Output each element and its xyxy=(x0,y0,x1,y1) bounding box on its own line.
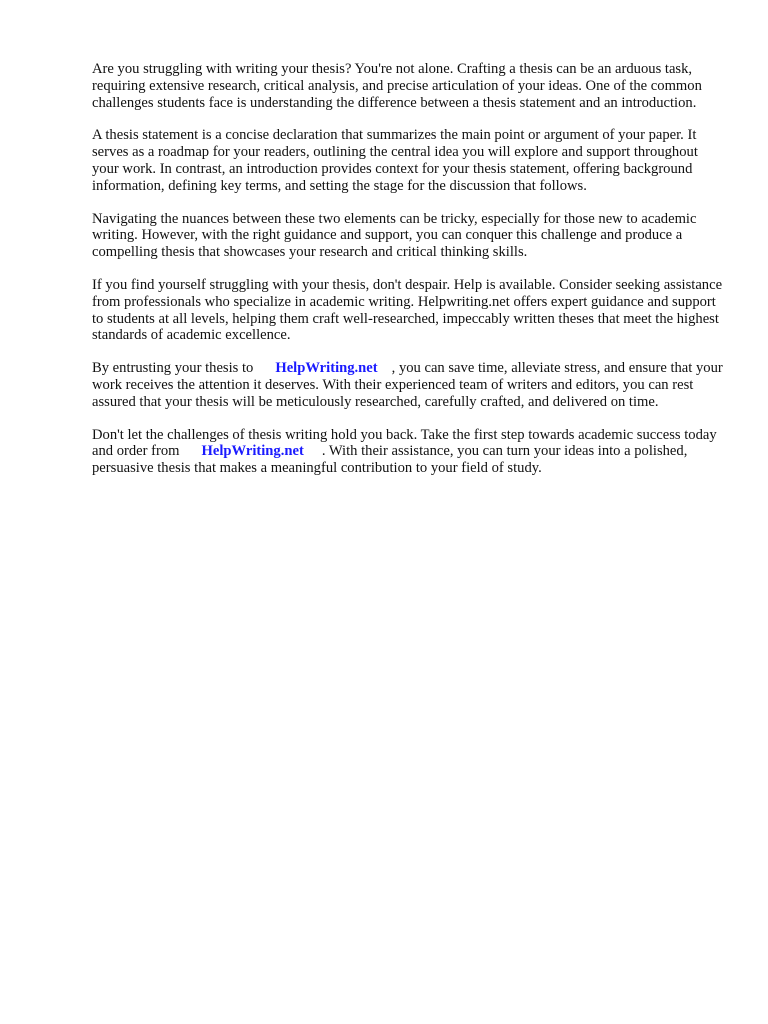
paragraph-entrusting-text-after: , you can save time, alleviate stress, and ensure that your work receives the attention it deserves. With their experienced team of writers and editors, you can rest assured that your thesis will be meticulously researched, carefully crafted, and delivered on time. xyxy=(92,360,723,410)
paragraph-thesis-statement: A thesis statement is a concise declaration that summarizes the main point or argument of your paper. It serves as a roadmap for your readers, outlining the central idea you will explore and support throughout your work. In contrast, an introduction provides context for your thesis statement, offering background information, defining key terms, and setting the stage for the discussion that follows. xyxy=(92,127,698,194)
paragraph-call-to-action xyxy=(92,427,724,477)
paragraph-entrusting xyxy=(92,360,724,410)
paragraph-help: If you find yourself struggling with your thesis, don't despair. Help is available. Consider seeking assistance from professionals who specialize in academic writing. Helpwriting.net offers expert guidance and support to students at all levels, helping them craft well-researched, impeccably written theses that meet the highest standards of academic excellence. xyxy=(92,276,723,344)
helpwriting-link-2[interactable]: HelpWriting.net xyxy=(201,443,304,460)
paragraph-nuances: Navigating the nuances between these two elements can be tricky, especially for those new to academic writing. However, with the right guidance and support, you can conquer this challenge and produce a compelling thesis that showcases your research and critical thinking skills. xyxy=(92,210,697,261)
helpwriting-link-1[interactable]: HelpWriting.net xyxy=(275,360,378,377)
paragraph-cta-text-after: . With their assistance, you can turn your ideas into a polished, persuasive thesis that makes a meaningful contribution to your field of study. xyxy=(92,443,688,477)
paragraph-entrusting-text-before: By entrusting your thesis to xyxy=(92,360,254,377)
paragraph-intro: Are you struggling with writing your thesis? You're not alone. Crafting a thesis can be an arduous task, requiring extensive research, critical analysis, and precise articulation of your ideas. One of the common challenges students face is understanding the difference between a thesis statement and an introduction. xyxy=(92,61,702,111)
paragraph-cta-text-before: Don't let the challenges of thesis writing hold you back. Take the first step towards academic success today and order from xyxy=(92,426,717,460)
document-body xyxy=(92,61,724,493)
